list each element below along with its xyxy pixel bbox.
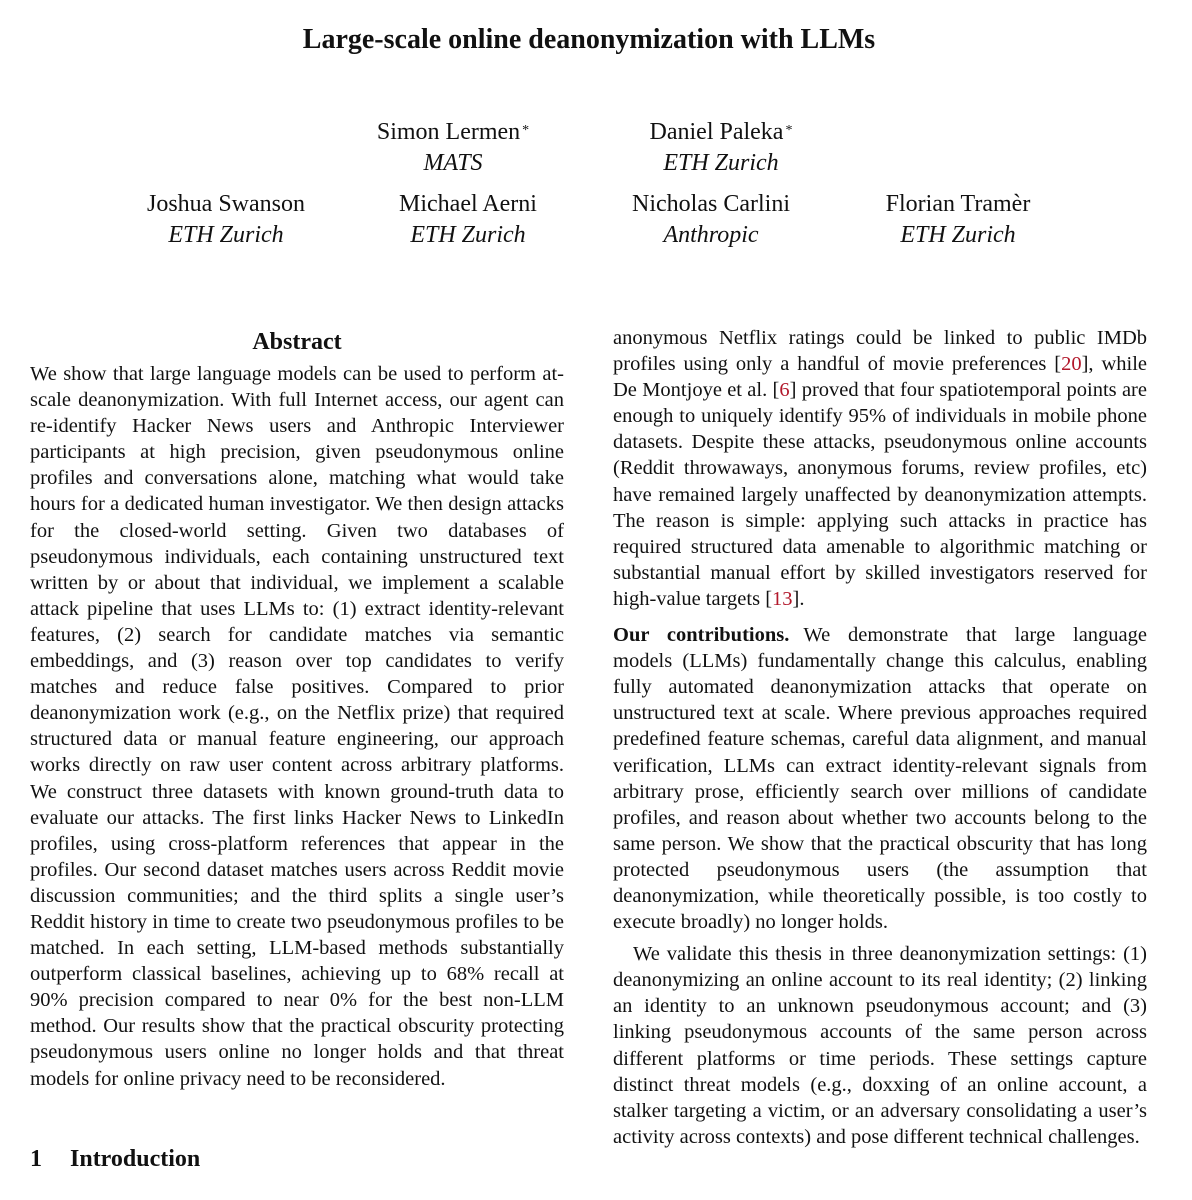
author-name: Joshua Swanson — [146, 191, 305, 217]
citation-link[interactable]: 6 — [779, 379, 790, 402]
intro-text: ]. — [792, 587, 805, 610]
author-block — [601, 117, 841, 179]
author-name: Daniel Paleka — [649, 119, 784, 145]
citation-link[interactable]: 13 — [772, 587, 793, 610]
author-affiliation: MATS — [423, 150, 483, 176]
intro-text: ], while De Montjoye et al. [ — [613, 353, 1147, 402]
abstract-heading: Abstract — [252, 329, 342, 355]
author-affiliation: ETH Zurich — [168, 222, 284, 248]
author-affiliation: Anthropic — [663, 222, 759, 248]
author-block — [591, 189, 831, 251]
contributions-paragraph — [613, 622, 1147, 935]
settings-paragraph: We validate this thesis in three deanonymization settings: (1) deanonymizing an online account to its real identity; (2) linking an identity to an unknown pseudonymous account; and (3) linking pseudonymous accounts of the same person across different platforms or time periods. These settings capture distinct threat models (e.g., doxxing of an online account, a stalker targeting a victim, or an adversary consolidating a user’s activity across contexts) and pose different technical challenges. — [613, 943, 1147, 1148]
contributions-heading: Our contributions. — [613, 624, 790, 647]
intro-column — [613, 325, 1147, 1150]
author-block — [333, 117, 573, 179]
author-block — [838, 189, 1078, 251]
author-affiliation: ETH Zurich — [410, 222, 526, 248]
author-name: Florian Tramèr — [885, 191, 1031, 217]
intro-text: anonymous Netflix ratings could be linked to public IMDb profiles using only a handful of movie preferences [ — [613, 327, 1147, 376]
equal-contribution-mark: * — [522, 123, 530, 138]
author-block — [106, 189, 346, 251]
intro-paragraph — [613, 325, 1147, 612]
abstract-column — [30, 325, 564, 1092]
author-name: Michael Aerni — [399, 191, 537, 217]
section-number: 1 — [30, 1146, 42, 1172]
citation-link[interactable]: 20 — [1061, 353, 1082, 376]
author-affiliation: ETH Zurich — [900, 222, 1016, 248]
section-heading — [30, 1142, 200, 1176]
equal-contribution-mark: * — [785, 123, 793, 138]
contributions-text: We demonstrate that large language models (LLMs) fundamentally change this calculus, enabling fully automated deanonymization attacks that operate on unstructured text at scale. Where previous approaches required predefined feature schemas, careful data alignment, and manual verification, LLMs can extract identity-relevant signals from arbitrary prose, efficiently search over millions of candidate profiles, and reason about whether two accounts belong to the same person. We show that the practical obscurity that has long protected pseudonymous users (the assumption that deanonymization, while theoretically possible, is too costly to execute broadly) no longer holds. — [613, 624, 1147, 934]
section-title: Introduction — [70, 1146, 201, 1172]
author-affiliation: ETH Zurich — [663, 150, 779, 176]
paper-title: Large-scale online deanonymization with LLMs — [302, 24, 876, 55]
author-name: Nicholas Carlini — [632, 191, 790, 217]
author-name: Simon Lermen — [376, 119, 521, 145]
abstract-text: We show that large language models can be used to perform at-scale deanonymization. With full Internet access, our agent can re-identify Hacker News users and Anthropic Interviewer participants at high precision, given pseudonymous online profiles and conversations alone, matching what would take hours for a dedicated human investigator. We then design attacks for the closed-world setting. Given two databases of pseudonymous individuals, each containing unstructured text written by or about that individual, we implement a scalable attack pipeline that uses LLMs to: (1) extract identity-relevant features, (2) search for candidate matches via semantic embeddings, and (3) reason over top candidates to verify matches and reduce false positives. Compared to prior deanonymization work (e.g., on the Netflix prize) that required structured data or manual feature engineering, our approach works directly on raw user content across arbitrary platforms. We construct three datasets with known ground-truth data to evaluate our attacks. The first links Hacker News to LinkedIn profiles, using cross-platform references that appear in the profiles. Our second dataset matches users across Reddit movie discussion communities; and the third splits a single user’s Reddit history in time to create two pseudonymous profiles to be matched. In each setting, LLM-based methods substantially outperform classical baselines, achieving up to 68% recall at 90% precision compared to near 0% for the best non-LLM method. Our results show that the practical obscurity protecting pseudonymous users online no longer holds and that threat models for online privacy need to be reconsidered. — [30, 363, 564, 1090]
author-block — [348, 189, 588, 251]
intro-text: ] proved that four spatiotemporal points are enough to uniquely identify 95% of individuals in mobile phone datasets. Despite these attacks, pseudonymous online accounts (Reddit throwaways, anonymous forums, review profiles, etc) have remained largely unaffected by deanonymization attempts. The reason is simple: applying such attacks in practice has required structured data amenable to algorithmic matching or substantial manual effort by skilled investigators reserved for high-value targets [ — [613, 379, 1147, 610]
